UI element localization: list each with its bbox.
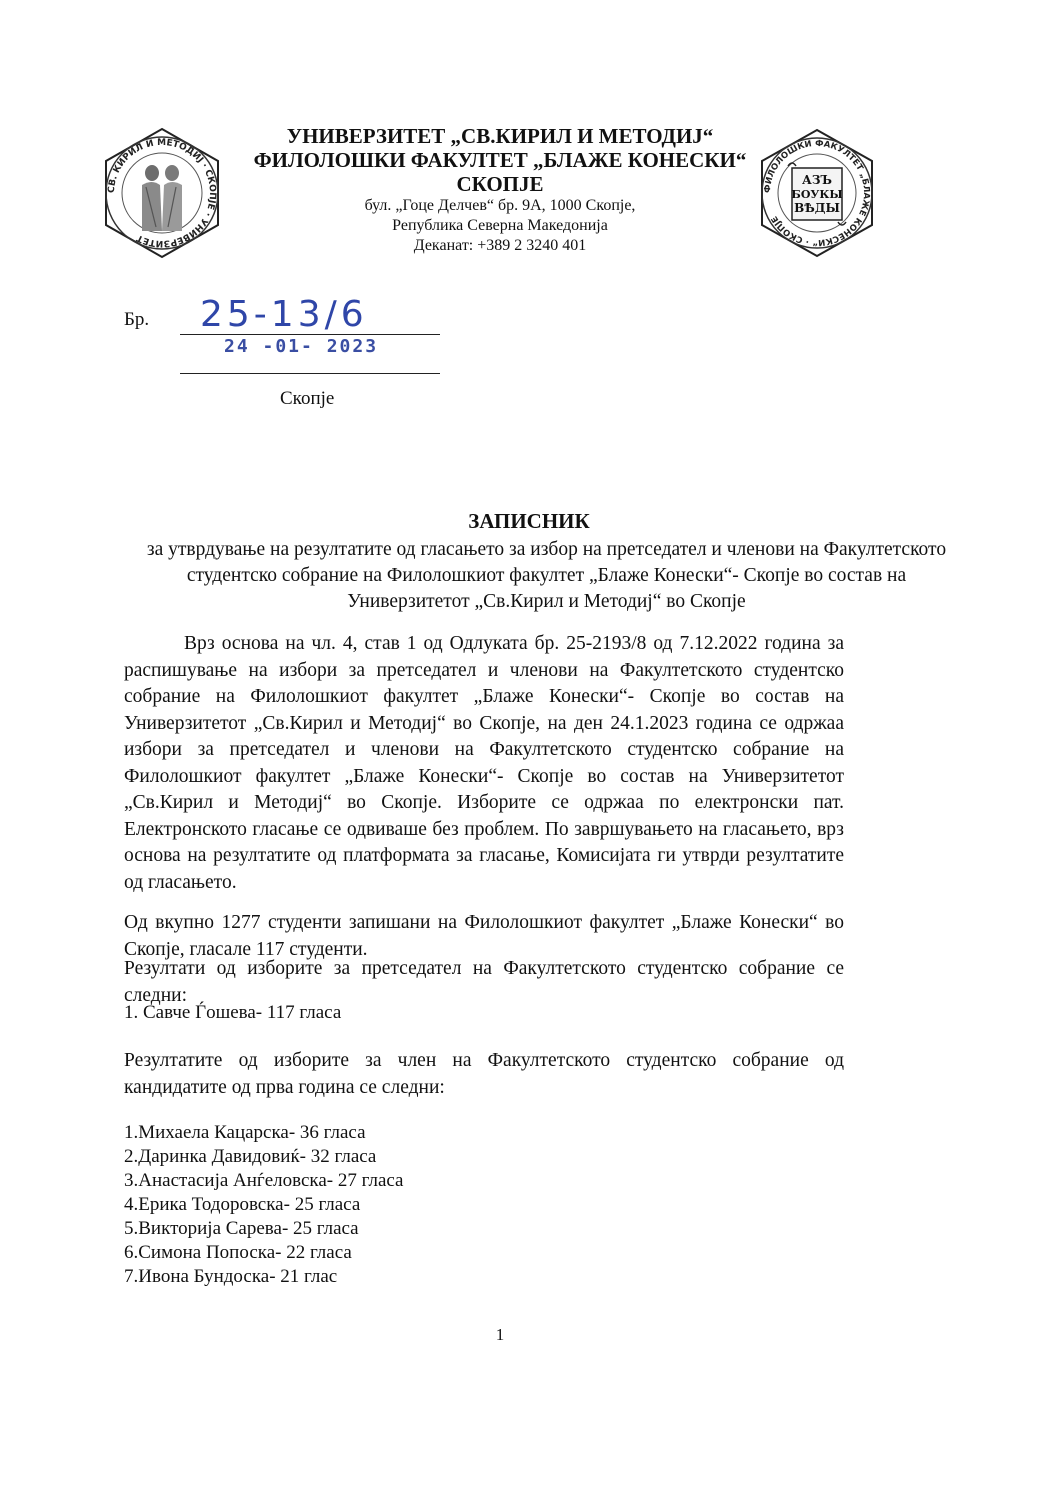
list-item: 7.Ивона Бундоска- 21 глас xyxy=(124,1266,338,1287)
document-title: ЗАПИСНИК xyxy=(468,509,590,533)
document-subtitle: за утврдување на резултатите од гласањето за избор на претседател и членови на Факултетското студентско собрание на Филолошкиот факултет „Блаже Конески“- Скопје во состав на Универзитетот „Св.Кирил и Методиј“ во Скопје xyxy=(146,539,947,612)
faculty-logo xyxy=(752,128,882,258)
handwritten-reference-number: 25-13/6 xyxy=(200,294,368,335)
reference-label: Бр. xyxy=(124,309,150,330)
list-item: 2.Даринка Давидовиќ- 32 гласа xyxy=(124,1146,377,1167)
scroll-line-1: АЗЪ xyxy=(802,173,832,187)
page-number: 1 xyxy=(495,1325,505,1344)
president-result: 1. Савче Ѓошева- 117 гласа xyxy=(124,1002,342,1023)
paragraph-president-results: Резултати од изборите за претседател на Факултетското студентско собрание се следни: xyxy=(124,958,844,1006)
scroll-line-2: БОУКЫ xyxy=(791,188,843,201)
paragraph-members-intro: Резултатите од изборите за член на Факултетското студентско собрание од кандидатите од прва година се следни: xyxy=(124,1050,844,1098)
list-item: 5.Викторија Сарева- 25 гласа xyxy=(124,1218,359,1239)
faculty-name: ФИЛОЛОШКИ ФАКУЛТЕТ „БЛАЖЕ КОНЕСКИ“ xyxy=(253,148,747,172)
place: Скопје xyxy=(280,388,335,409)
scroll-line-3: ВѢДЫ xyxy=(794,201,840,215)
list-item: 1.Михаела Кацарска- 36 гласа xyxy=(124,1122,366,1143)
phone: Деканат: +389 2 3240 401 xyxy=(413,237,587,254)
list-item: 3.Анастасија Анѓеловска- 27 гласа xyxy=(124,1170,404,1191)
address: бул. „Гоце Делчев“ бр. 9А, 1000 Скопје, xyxy=(364,197,636,214)
university-logo xyxy=(96,127,228,259)
city-name: СКОПЈЕ xyxy=(456,172,544,196)
paragraph-intro: Врз основа на чл. 4, став 1 од Одлуката бр. 25-2193/8 од 7.12.2022 година за распишување на избори за претседател и членови на Факултетското студентско собрание на Филолошкиот факултет „Блаже Конески“- Скопје во состав на Универзитетот „Св.Кирил и Методиј“ во Скопје, на ден 24.1.2023 година се одржаа избори за претседател и членови на Факултетското студентско собрание на Филолошкиот факултет „Блаже Конески“- Скопје во состав на Универзитетот „Св.Кирил и Методиј“ во Скопје. Изборите се одржаа по електронски пат. Електронското гласање се одвиваше без проблем. По завршувањето на гласањето, врз основа на резултатите од платформата за гласање, Комисијата ги утврди резултатите од гласањето. xyxy=(124,633,844,893)
list-item: 6.Симона Попоска- 22 гласа xyxy=(124,1242,352,1263)
reference-number-line xyxy=(180,334,440,335)
paragraph-turnout: Од вкупно 1277 студенти запишани на Филолошкиот факултет „Блаже Конески“ во Скопје, гласале 117 студенти. xyxy=(124,912,844,960)
list-item: 4.Ерика Тодоровска- 25 гласа xyxy=(124,1194,361,1215)
country: Република Северна Македонија xyxy=(392,217,608,234)
date-line xyxy=(180,373,440,374)
date-stamp: 24 -01- 2023 xyxy=(224,336,379,357)
university-name: УНИВЕРЗИТЕТ „СВ.КИРИЛ И МЕТОДИЈ“ xyxy=(286,124,714,148)
svg-text:СВ. КИРИЛ И МЕТОДИЈ · СКОПЈЕ ·: СВ. КИРИЛ И МЕТОДИЈ · СКОПЈЕ · УНИВЕРЗИТЕТ xyxy=(106,137,218,249)
svg-text:ФИЛОЛОШКИ ФАКУЛТЕТ „БЛАЖЕ КОНЕ: ФИЛОЛОШКИ ФАКУЛТЕТ „БЛАЖЕ КОНЕСКИ“ · СКОПЈЕ xyxy=(762,138,872,248)
